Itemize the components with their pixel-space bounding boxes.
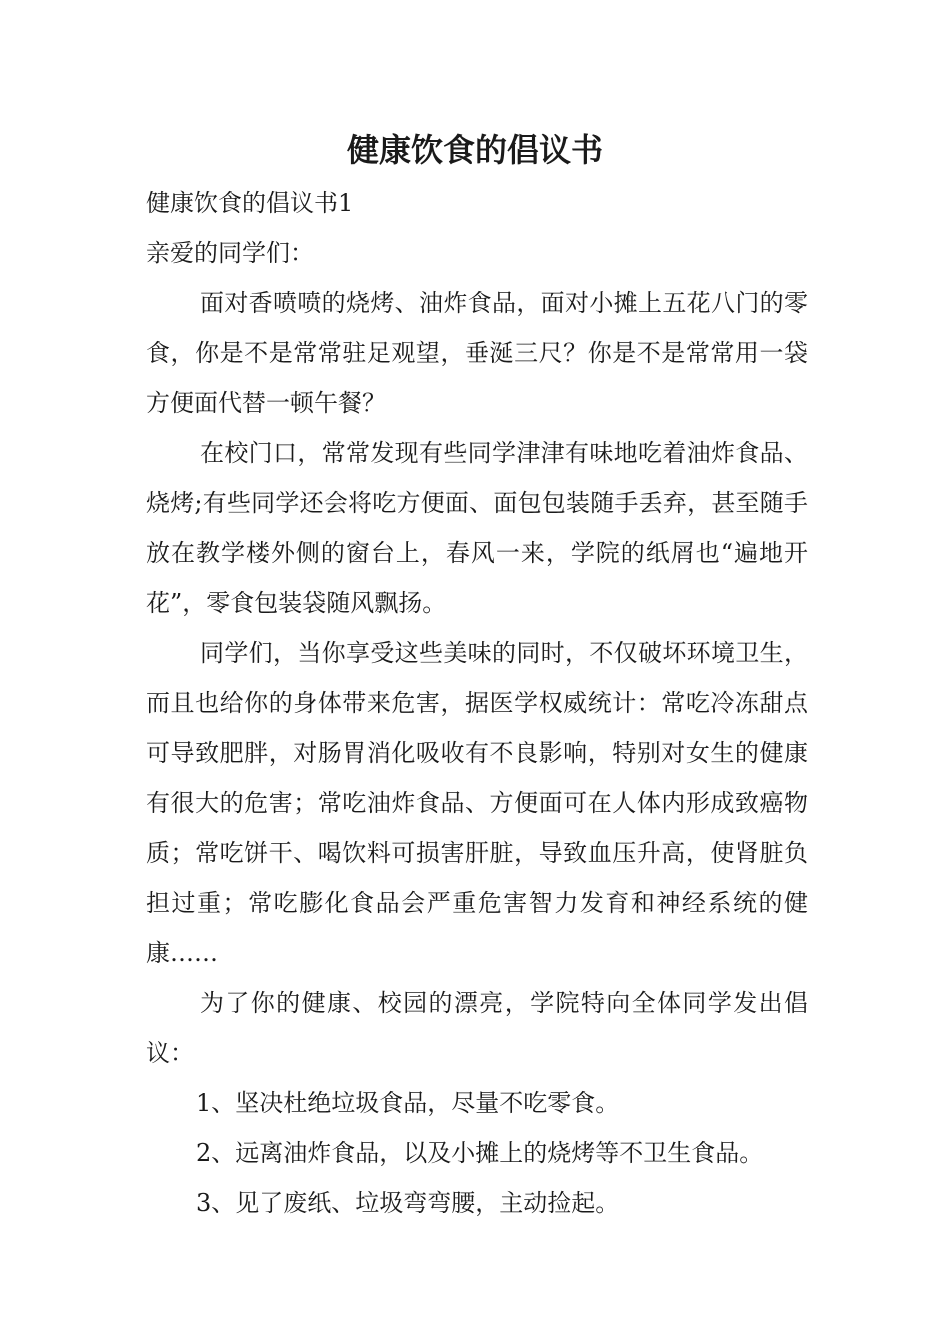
- paragraph-1: 面对香喷喷的烧烤、油炸食品，面对小摊上五花八门的零食，你是不是常常驻足观望，垂涎三尺？你是不是常常用一袋方便面代替一顿午餐？: [146, 289, 808, 417]
- paragraph-3: 同学们，当你享受这些美味的同时，不仅破坏环境卫生，而且也给你的身体带来危害，据医学权威统计：常吃冷冻甜点可导致肥胖，对肠胃消化吸收有不良影响，特别对女生的健康有很大的危害；常吃油炸食品、方便面可在人体内形成致癌物质；常吃饼干、喝饮料可损害肝脏，导致血压升高，使肾脏负担过重；常吃膨化食品会严重危害智力发育和神经系统的健康……: [146, 639, 808, 967]
- document-subtitle: 健康饮食的倡议书1: [146, 189, 354, 217]
- paragraph-2: 在校门口，常常发现有些同学津津有味地吃着油炸食品、烧烤;有些同学还会将吃方便面、面包包装随手丢弃，甚至随手放在教学楼外侧的窗台上，春风一来，学院的纸屑也“遍地开花”，零食包装袋随风飘扬。: [146, 439, 808, 617]
- list-item-1: 1、坚决杜绝垃圾食品，尽量不吃零食。: [196, 1089, 620, 1117]
- greeting: 亲爱的同学们：: [146, 239, 314, 267]
- document-body: [146, 178, 808, 1228]
- document-title: 健康饮食的倡议书: [346, 131, 603, 169]
- list-item-2: 2、远离油炸食品，以及小摊上的烧烤等不卫生食品。: [196, 1139, 764, 1167]
- list-item-3: 3、见了废纸、垃圾弯弯腰，主动捡起。: [196, 1189, 620, 1217]
- paragraph-4: 为了你的健康、校园的漂亮，学院特向全体同学发出倡议：: [146, 989, 808, 1067]
